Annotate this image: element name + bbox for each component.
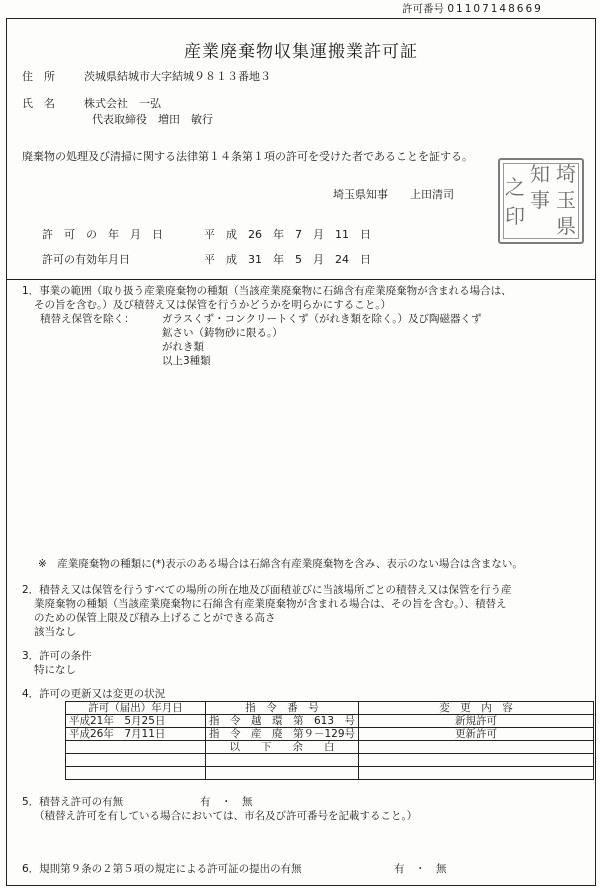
- header-directive-number: 指 令 番 号: [206, 702, 359, 715]
- section2-line3: のための保管上限及び積み上げることができる高さ: [34, 612, 276, 624]
- table-row: [66, 754, 594, 767]
- cell-change-details: 更新許可: [359, 728, 594, 741]
- address-label: 住 所: [22, 70, 55, 83]
- cell-date: 平成26年 7月11日: [66, 728, 206, 741]
- seal-char: 県: [556, 214, 576, 238]
- permit-number: [402, 3, 543, 16]
- seal-char: 玉: [556, 188, 576, 212]
- header-date: 許可（届出）年月日: [66, 702, 206, 715]
- section2-line2: 業廃棄物の種類（当該産業廃棄物に石綿含有産業廃棄物が含まれる場合は、その旨を含む。）、積替え: [34, 598, 507, 610]
- section5-note: （積替え許可を有している場合においては、市名及び許可番号を記載すること。）: [34, 810, 418, 822]
- expiry-date-label: 許可の有効年月日: [42, 253, 130, 266]
- table-row: [66, 767, 594, 780]
- details-frame: [6, 279, 596, 886]
- section6-heading: 6．規則第９条の２第５項の規定による許可証の提出の有無: [22, 863, 302, 875]
- cell-directive-number: [206, 767, 359, 780]
- waste-type-item: 鉱さい（鋳物砂に限る。）: [162, 327, 283, 339]
- asbestos-note: ※ 産業廃棄物の種類に(*)表示のある場合は石綿含有産業廃棄物を含み、表示のない場合は含まない。: [38, 558, 523, 570]
- seal-char: 之: [505, 175, 525, 199]
- section1-line1: 1．事業の範囲（取り扱う産業廃棄物の種類（当該産業廃棄物に石綿含有産業廃棄物が含まれる場合は、: [22, 285, 512, 297]
- section3-heading: 3．許可の条件: [22, 650, 92, 662]
- section1-prefix: 積替え保管を除く：: [40, 313, 135, 325]
- permit-date-value: 平 成 26 年 7 月 11 日: [204, 228, 371, 241]
- table-row: [66, 728, 594, 741]
- waste-type-item: 以上3種類: [162, 355, 211, 367]
- cell-change-details: [359, 754, 594, 767]
- company-name: 株式会社 一弘: [84, 97, 161, 110]
- cell-directive-number: 以 下 余 白: [206, 741, 359, 754]
- seal-char: 事: [530, 188, 550, 212]
- cell-date: 平成21年 5月25日: [66, 715, 206, 728]
- cell-directive-number: [206, 754, 359, 767]
- seal-char: 埼: [556, 162, 576, 186]
- section1-line2: その旨を含む。）及び積替え又は保管を行うかどうかを明らかにすること。）: [34, 299, 391, 311]
- table-row: [66, 741, 594, 754]
- seal-char: 知: [530, 162, 550, 186]
- cell-directive-number: 指 令 越 環 第 613 号: [206, 715, 359, 728]
- seal-char: 印: [505, 204, 525, 228]
- issuer: 埼玉県知事 上田清司: [333, 188, 454, 201]
- official-seal: [498, 158, 584, 244]
- section2-line1: 2．積替え又は保管を行うすべての場所の所在地及び面積並びに当該場所ごとの積替え又は保管を行う産: [22, 584, 512, 596]
- table-row: [66, 715, 594, 728]
- representative-name: 代表取締役 増田 敏行: [92, 113, 213, 126]
- cell-date: [66, 741, 206, 754]
- waste-type-item: がれき類: [162, 341, 204, 353]
- section4-heading: 4．許可の更新又は変更の状況: [22, 688, 166, 700]
- certification-text: 廃棄物の処理及び清掃に関する法律第１４条第１項の許可を受けた者であることを証する。: [22, 150, 473, 163]
- history-table: [65, 701, 594, 780]
- section2-value: 該当なし: [34, 626, 76, 638]
- cell-change-details: [359, 741, 594, 754]
- section5-heading: 5．積替え許可の有無: [22, 796, 124, 808]
- header-change-details: 変 更 内 容: [359, 702, 594, 715]
- section3-value: 特になし: [34, 664, 76, 676]
- cell-directive-number: 指 令 産 廃 第９－129号: [206, 728, 359, 741]
- cell-change-details: 新規許可: [359, 715, 594, 728]
- name-label: 氏 名: [22, 97, 55, 110]
- cell-date: [66, 767, 206, 780]
- cell-change-details: [359, 767, 594, 780]
- permit-date-label: 許 可 の 年 月 日: [42, 228, 163, 241]
- section5-choice: 有 ・ 無: [200, 796, 253, 808]
- permit-number-value: 01107148669: [447, 3, 543, 15]
- waste-type-item: ガラスくず・コンクリートくず（がれき類を除く。）及び陶磁器くず: [162, 313, 482, 325]
- cell-date: [66, 754, 206, 767]
- document-title: 産業廃棄物収集運搬業許可証: [184, 42, 418, 62]
- table-header-row: [66, 702, 594, 715]
- section6-choice: 有 ・ 無: [394, 863, 447, 875]
- address-value: 茨城県結城市大字結城９８１３番地３: [84, 70, 271, 83]
- expiry-date-value: 平 成 31 年 5 月 24 日: [204, 253, 371, 266]
- permit-number-label: 許可番号: [402, 3, 444, 15]
